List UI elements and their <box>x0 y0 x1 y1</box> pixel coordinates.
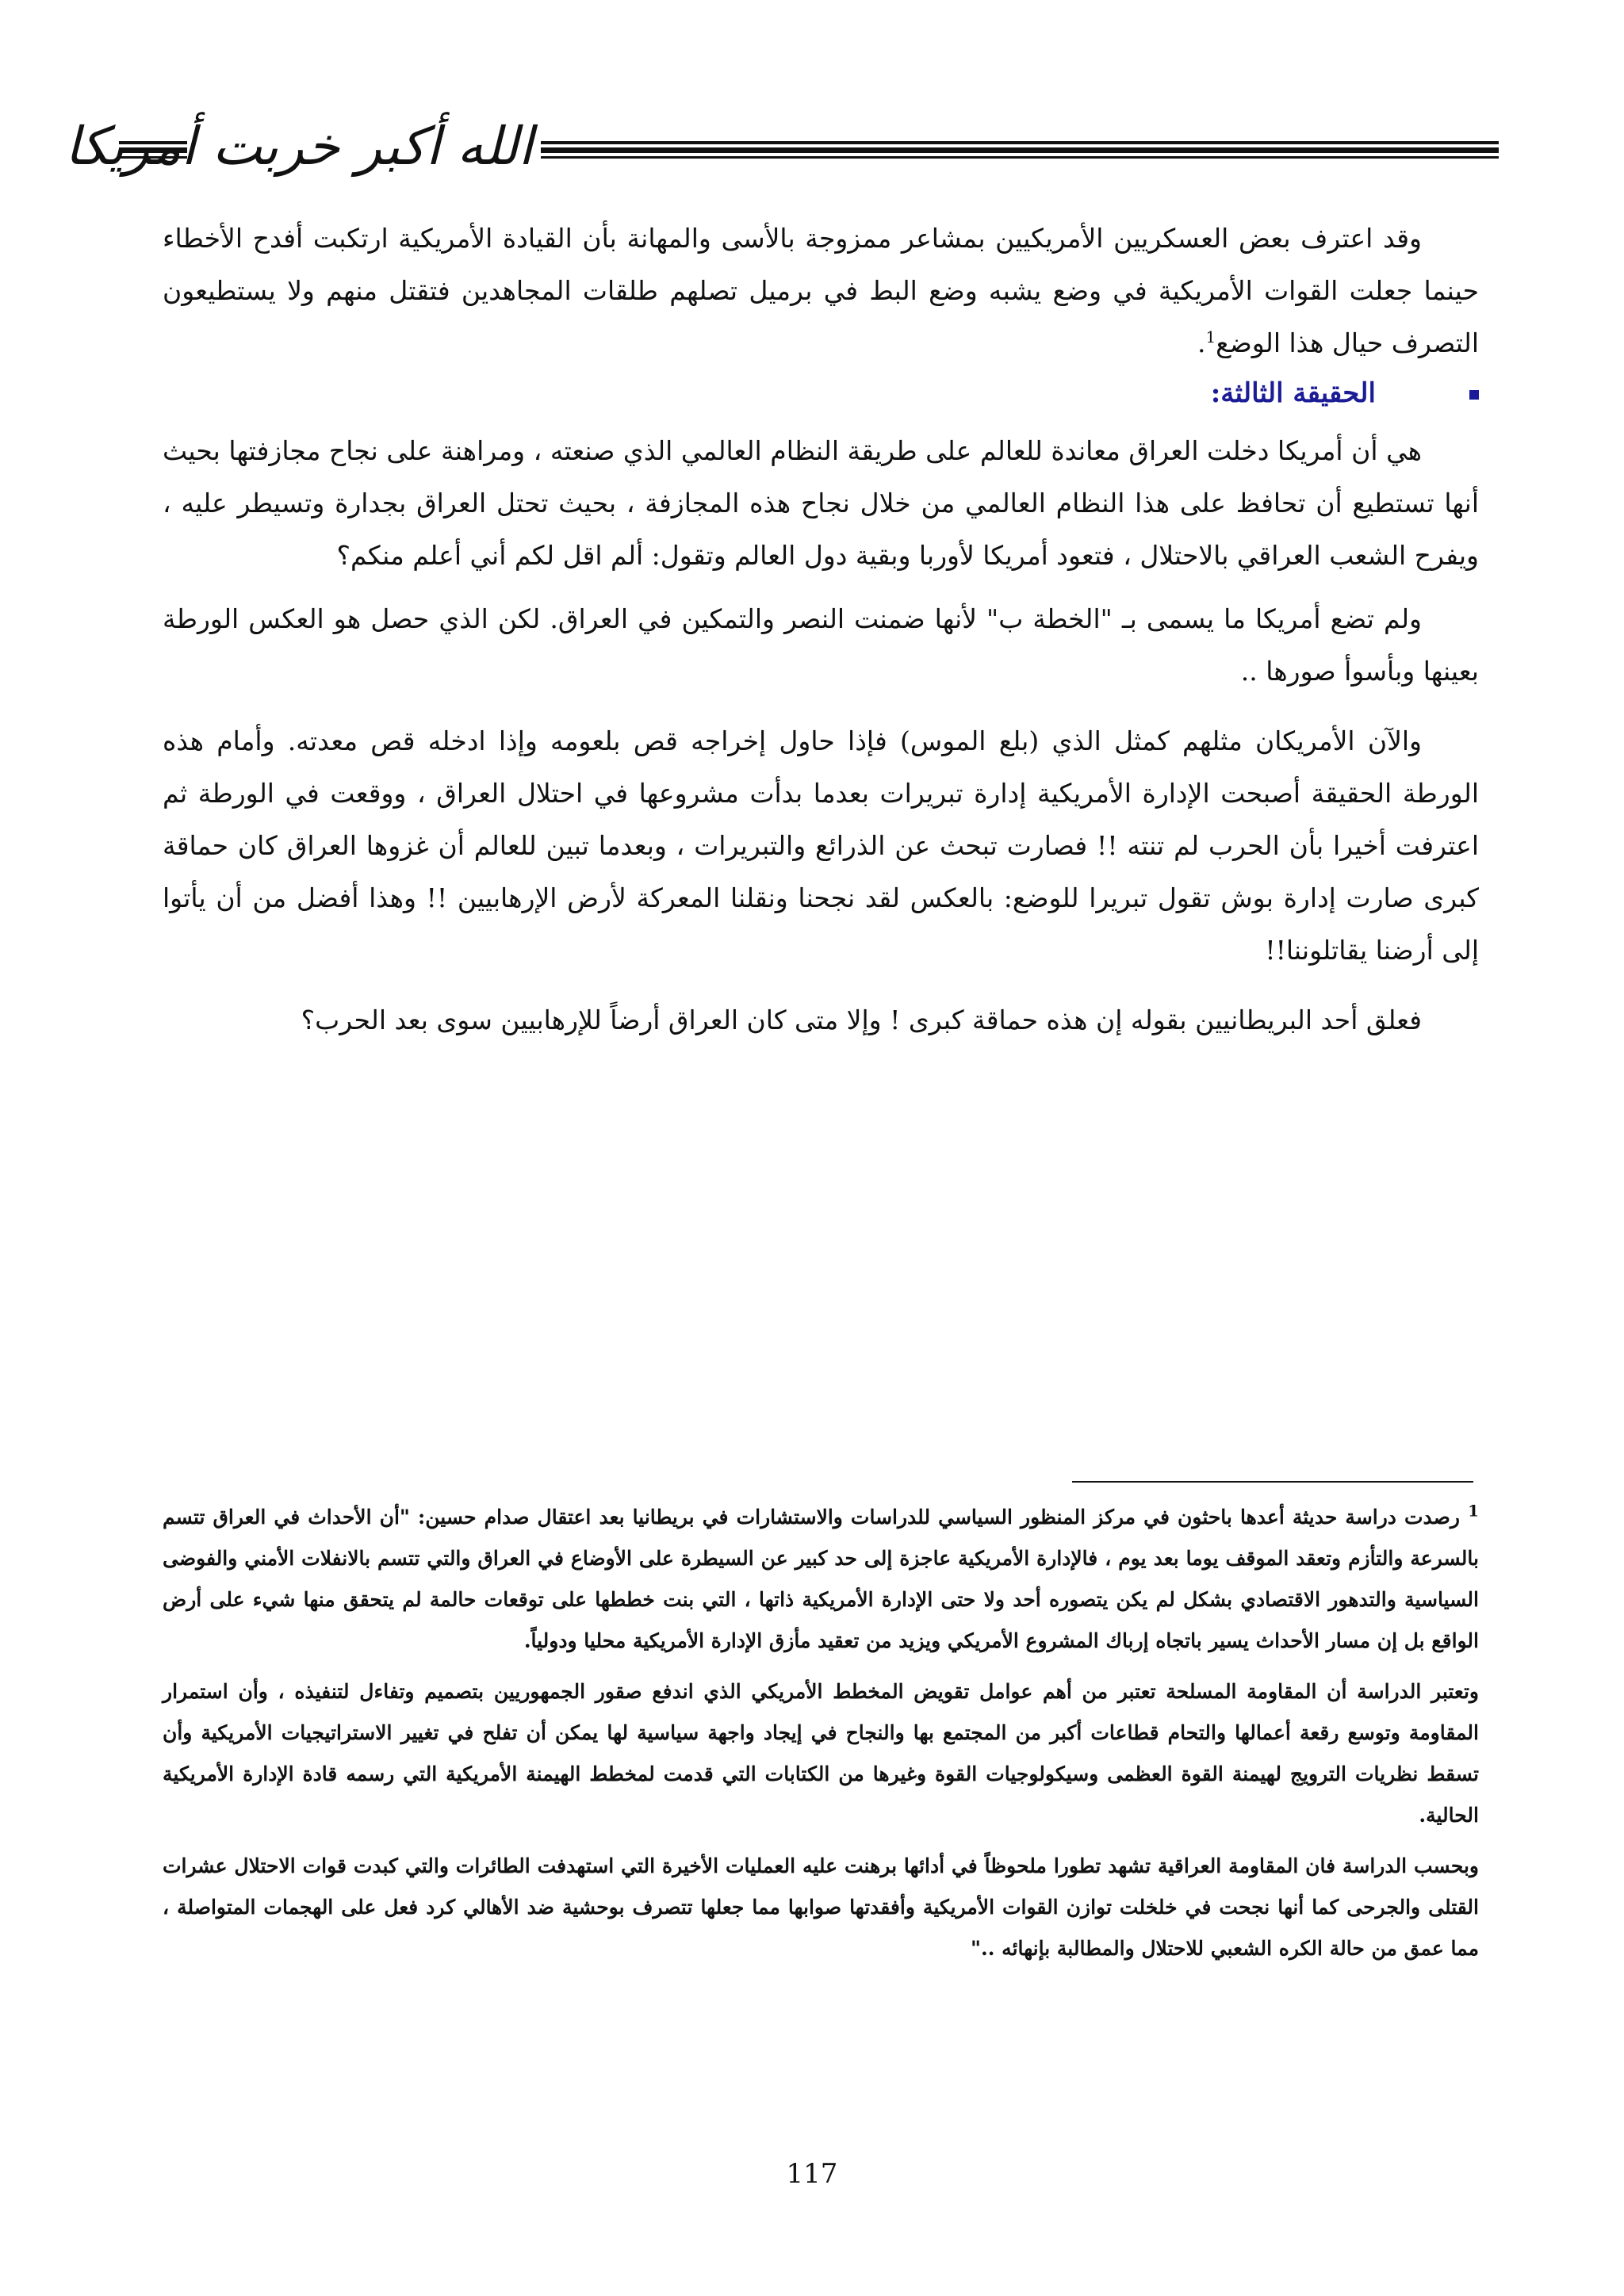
paragraph-1-end: . <box>1197 327 1206 358</box>
footnote-number: 1 <box>1468 1501 1479 1521</box>
main-content <box>163 212 1479 1047</box>
footnote-1-para-3: وبحسب الدراسة فان المقاومة العراقية تشهد تطورا ملحوظاً في أدائها برهنت عليه العمليات الأخيرة التي استهدفت الطائرات والتي كبدت قوات الاحتلال عشرات القتلى والجرحى كما أنها نجحت في خلخلت توازن القوات الأمريكية وأفقدتها صوابها مما جعلها تتصرف بوحشية ضد الأهالي كرد فعل على الهجمات المتواصلة ، مما عمق من حالة الكره الشعبي للاحتلال والمطالبة بإنهائه .." <box>163 1854 1479 1960</box>
page-header <box>64 94 1499 197</box>
footnote-ref[interactable]: 1 <box>1205 327 1216 346</box>
paragraph-2: هي أن أمريكا دخلت العراق معاندة للعالم على طريقة النظام العالمي الذي صنعته ، ومراهنة على نجاح مجازفتها بحيث أنها تستطيع أن تحافظ على هذا النظام العالمي من خلال نجاح هذه المجازفة ، بحيث تحتل العراق بجدارة وتسيطر عليه ، ويفرح الشعب العراقي بالاحتلال ، فتعود أمريكا لأوربا وبقية دول العالم وتقول: ألم اقل لكم أني أعلم منكم؟ <box>163 435 1479 571</box>
paragraph-4: والآن الأمريكان مثلهم كمثل الذي (بلع الموس) فإذا حاول إخراجه قص بلعومه وإذا ادخله قص معدته. وأمام هذه الورطة الحقيقة أصبحت الإدارة الأمريكية إدارة تبريرات بعدما بدأت مشروعها في احتلال العراق ، ووقعت في الورطة ثم اعترفت أخيرا بأن الحرب لم تنته !! فصارت تبحث عن الذرائع والتبريرات ، وبعدما تبين للعالم أن غزوها العراق كان حماقة كبرى صارت إدارة بوش تقول تبريرا للوضع: بالعكس لقد نجحنا ونقلنا المعركة لأرض الإرهابيين !! وهذا أفضل من أن يأتوا إلى أرضنا يقاتلوننا!! <box>163 725 1479 966</box>
logo-text: الله أكبر خربت أمريكا <box>64 116 533 177</box>
section-heading <box>163 369 1479 417</box>
footnotes <box>163 1497 1479 1969</box>
heading-third-truth: الحقيقة الثالثة: <box>1210 377 1376 409</box>
paragraph-1 <box>163 212 1479 369</box>
footnote-1-para-2: وتعتبر الدراسة أن المقاومة المسلحة تعتبر من أهم عوامل تقويض المخطط الأمريكي الذي اندفع صقور الجمهوريين بتصميم وتفاءل لتنفيذه ، وأن استمرار المقاومة وتوسع رقعة أعمالها والتحام قطاعات أكبر من المجتمع بها والنجاح في إيجاد واجهة سياسية لها يمكن أن تفلح في تغيير الاستراتيجيات الأمريكية وأن تسقط نظريات الترويج لهيمنة القوة العظمى وسيكولوجيات القوة وغيرها من الكتابات التي قدمت لمخطط الهيمنة الأمريكية التي رسمه قادة الإدارة الأمريكية الحالية. <box>163 1680 1479 1827</box>
page-number: 117 <box>786 2158 838 2190</box>
footnote-separator <box>1072 1481 1473 1483</box>
header-rule-right <box>541 141 1499 159</box>
paragraph-3: ولم تضع أمريكا ما يسمى بـ "الخطة ب" لأنها ضمنت النصر والتمكين في العراق. لكن الذي حصل هو العكس الورطة بعينها وبأسوأ صورها .. <box>163 603 1479 687</box>
paragraph-1-text: وقد اعترف بعض العسكريين الأمريكيين بمشاعر ممزوجة بالأسى والمهانة بأن القيادة الأمريكية ارتكبت أفدح الأخطاء حينما جعلت القوات الأمريكية في وضع يشبه وضع البط في برميل تصلهم طلقات المجاهدين فتقتل منهم ولا يستطيعون التصرف حيال هذا الوضع <box>163 223 1479 358</box>
footnote-1-text: رصدت دراسة حديثة أعدها باحثون في مركز المنظور السياسي للدراسات والاستشارات في بريطانيا بعد اعتقال صدام حسين: "أن الأحداث في العراق تتسم بالسرعة والتأزم وتعقد الموقف يوما بعد يوم ، فالإدارة الأمريكية عاجزة إلى حد كبير عن السيطرة على الأوضاع في العراق والتي تتسم بالانفلات الأمني والفوضى السياسية والتدهور الاقتصادي بشكل لم يكن يتصوره أحد ولا حتى الإدارة الأمريكية ذاتها ، التي بنت خططها على توقعات حالمة لم يتحقق منها شيء على أرض الواقع بل إن مسار الأحداث يسير باتجاه إرباك المشروع الأمريكي ويزيد من تعقيد مأزق الإدارة الأمريكية محليا ودولياً. <box>163 1506 1479 1652</box>
footnote-1 <box>163 1497 1479 1662</box>
paragraph-5: فعلق أحد البريطانيين بقوله إن هذه حماقة كبرى ! وإلا متى كان العراق أرضاً للإرهابيين سوى بعد الحرب؟ <box>301 1004 1422 1035</box>
square-bullet-icon <box>1469 390 1479 400</box>
calligraphy-logo <box>64 97 533 193</box>
